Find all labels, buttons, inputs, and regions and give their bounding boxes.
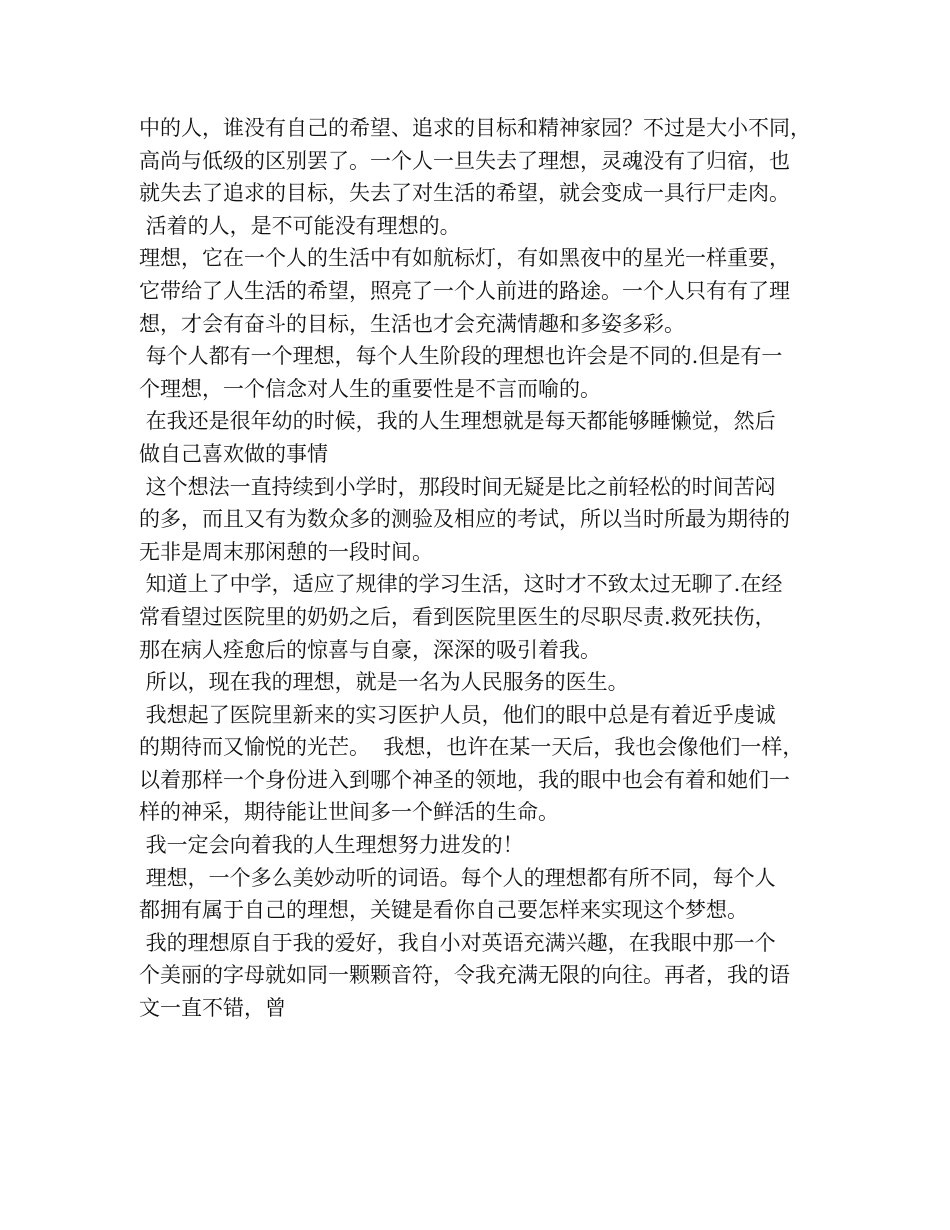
text-line: 知道上了中学，适应了规律的学习生活，这时才不致太过无聊了.在经 xyxy=(139,572,783,597)
text-line: 在我还是很年幼的时候，我的人生理想就是每天都能够睡懒觉，然后 xyxy=(139,409,776,434)
text-line: 活着的人，是不可能没有理想的。 xyxy=(139,213,461,238)
text-line: 高尚与低级的区别罢了。一个人一旦失去了理想，灵魂没有了归宿，也 xyxy=(139,148,790,173)
text-line: 个理想，一个信念对人生的重要性是不言而喻的。 xyxy=(139,376,601,401)
text-line: 每个人都有一个理想，每个人生阶段的理想也许会是不同的.但是有一 xyxy=(139,344,783,369)
text-line: 做自己喜欢做的事情 xyxy=(139,441,328,466)
text-line: 理想，它在一个人的生活中有如航标灯，有如黑夜中的星光一样重要， xyxy=(139,246,790,271)
text-line: 我想起了医院里新来的实习医护人员，他们的眼中总是有着近乎虔诚 xyxy=(139,702,776,727)
document-text xyxy=(139,112,829,1025)
text-line: 中的人，谁没有自己的希望、追求的目标和精神家园？不过是大小不同， xyxy=(139,116,811,140)
text-line: 我一定会向着我的人生理想努力进发的！ xyxy=(139,833,524,858)
text-line: 就失去了追求的目标，失去了对生活的希望，就会变成一具行尸走肉。 xyxy=(139,181,790,206)
text-line: 那在病人痊愈后的惊喜与自豪，深深的吸引着我。 xyxy=(139,637,601,662)
text-line: 所以，现在我的理想，就是一名为人民服务的医生。 xyxy=(139,670,629,695)
text-line: 个美丽的字母就如同一颗颗音符，令我充满无限的向往。再者，我的语 xyxy=(139,963,790,988)
text-line: 它带给了人生活的希望，照亮了一个人前进的路途。一个人只有有了理 xyxy=(139,278,790,303)
text-line: 以着那样一个身份进入到哪个神圣的领地，我的眼中也会有着和她们一 xyxy=(139,767,790,792)
text-line: 都拥有属于自己的理想，关键是看你自己要怎样来实现这个梦想。 xyxy=(139,898,748,923)
text-line: 的多，而且又有为数众多的测验及相应的考试，所以当时所最为期待的 xyxy=(139,507,790,532)
text-line: 想，才会有奋斗的目标，生活也才会充满情趣和多姿多彩。 xyxy=(139,311,685,336)
text-line: 的期待而又愉悦的光芒。 我想，也许在某一天后，我也会像他们一样， xyxy=(139,735,804,760)
text-line: 我的理想原自于我的爱好，我自小对英语充满兴趣，在我眼中那一个 xyxy=(139,930,776,955)
text-line: 这个想法一直持续到小学时，那段时间无疑是比之前轻松的时间苦闷 xyxy=(139,474,776,499)
text-line: 文一直不错，曾 xyxy=(139,996,286,1021)
text-line: 常看望过医院里的奶奶之后，看到医院里医生的尽职尽责.救死扶伤， xyxy=(139,604,776,629)
text-line: 无非是周末那闲憩的一段时间。 xyxy=(139,539,433,564)
text-line: 样的神采，期待能让世间多一个鲜活的生命。 xyxy=(139,800,559,825)
text-line: 理想，一个多么美妙动听的词语。每个人的理想都有所不同，每个人 xyxy=(139,865,776,890)
